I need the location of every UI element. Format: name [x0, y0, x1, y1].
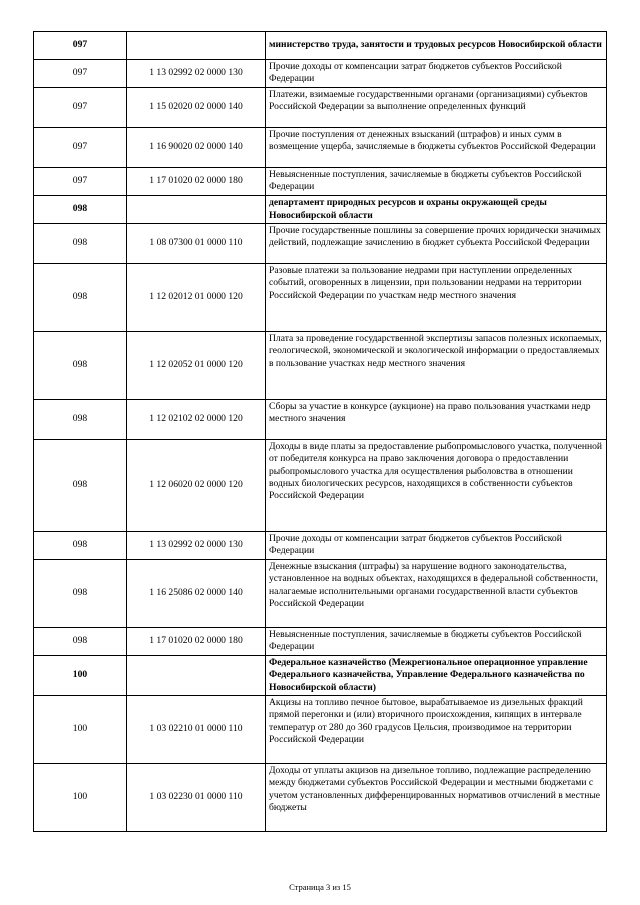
kbk-code-cell: 1 17 01020 02 0000 180 — [127, 628, 266, 656]
description-cell: департамент природных ресурсов и охраны окружающей среды Новосибирской области — [266, 196, 607, 224]
revenue-codes-table — [33, 31, 607, 832]
description-cell: Разовые платежи за пользование недрами при наступлении определенных событий, оговоренных в лицензии, при пользовании недрами на территории Российской Федерации по участкам недр местного значения — [266, 264, 607, 332]
table-row — [34, 532, 607, 560]
kbk-code-cell: 1 12 02102 02 0000 120 — [127, 400, 266, 440]
description-cell: Прочие поступления от денежных взысканий (штрафов) и иных сумм в возмещение ущерба, зачисляемые в бюджеты субъектов Российской Федерации — [266, 128, 607, 168]
admin-code-cell: 100 — [34, 764, 127, 832]
kbk-code-cell: 1 08 07300 01 0000 110 — [127, 224, 266, 264]
description-cell: Прочие доходы от компенсации затрат бюджетов субъектов Российской Федерации — [266, 60, 607, 88]
table-body — [34, 32, 607, 832]
admin-code-cell: 098 — [34, 224, 127, 264]
kbk-code-cell: 1 13 02992 02 0000 130 — [127, 60, 266, 88]
kbk-code-cell: 1 15 02020 02 0000 140 — [127, 88, 266, 128]
description-cell: Невыясненные поступления, зачисляемые в бюджеты субъектов Российской Федерации — [266, 168, 607, 196]
kbk-code-cell: 1 12 02012 01 0000 120 — [127, 264, 266, 332]
section-header-row — [34, 32, 607, 60]
kbk-code-cell: 1 16 90020 02 0000 140 — [127, 128, 266, 168]
description-cell: Акцизы на топливо печное бытовое, вырабатываемое из дизельных фракций прямой перегонки и (или) вторичного происхождения, кипящих в интервале температур от 280 до 360 градусов Цельсия, производимое на территории Российской Федерации — [266, 696, 607, 764]
description-cell: Доходы в виде платы за предоставление рыбопромыслового участка, полученной от победителя конкурса на право заключения договора о предоставлении рыбопромыслового участка для осуществления рыболовства в отношении водных биологических ресурсов, находящихся в собственности субъектов Российской Федерации — [266, 440, 607, 532]
table-row — [34, 60, 607, 88]
table-row — [34, 400, 607, 440]
kbk-code-cell — [127, 656, 266, 696]
kbk-code-cell: 1 13 02992 02 0000 130 — [127, 532, 266, 560]
kbk-code-cell: 1 12 02052 01 0000 120 — [127, 332, 266, 400]
admin-code-cell: 098 — [34, 532, 127, 560]
description-cell: Невыясненные поступления, зачисляемые в бюджеты субъектов Российской Федерации — [266, 628, 607, 656]
admin-code-cell: 097 — [34, 128, 127, 168]
admin-code-cell: 097 — [34, 60, 127, 88]
description-cell: Платежи, взимаемые государственными органами (организациями) субъектов Российской Федерации за выполнение определенных функций — [266, 88, 607, 128]
kbk-code-cell: 1 03 02210 01 0000 110 — [127, 696, 266, 764]
kbk-code-cell: 1 03 02230 01 0000 110 — [127, 764, 266, 832]
table-row — [34, 88, 607, 128]
admin-code-cell: 098 — [34, 400, 127, 440]
description-cell: Федеральное казначейство (Межрегиональное операционное управление Федерального казначейства, Управление Федерального казначейства по Новосибирской области) — [266, 656, 607, 696]
description-cell: Денежные взыскания (штрафы) за нарушение водного законодательства, установленное на водных объектах, находящихся в федеральной собственности, налагаемые исполнительными органами государственной власти субъектов Российской Федерации — [266, 560, 607, 628]
kbk-code-cell — [127, 196, 266, 224]
admin-code-cell: 100 — [34, 656, 127, 696]
table-row — [34, 224, 607, 264]
admin-code-cell: 098 — [34, 440, 127, 532]
description-cell: Прочие доходы от компенсации затрат бюджетов субъектов Российской Федерации — [266, 532, 607, 560]
table-row — [34, 168, 607, 196]
description-cell: министерство труда, занятости и трудовых ресурсов Новосибирской области — [266, 32, 607, 60]
description-cell: Сборы за участие в конкурсе (аукционе) на право пользования участками недр местного значения — [266, 400, 607, 440]
table-row — [34, 696, 607, 764]
table-row — [34, 128, 607, 168]
kbk-code-cell: 1 16 25086 02 0000 140 — [127, 560, 266, 628]
admin-code-cell: 098 — [34, 264, 127, 332]
admin-code-cell: 097 — [34, 88, 127, 128]
admin-code-cell: 098 — [34, 628, 127, 656]
admin-code-cell: 098 — [34, 196, 127, 224]
table-row — [34, 332, 607, 400]
kbk-code-cell — [127, 32, 266, 60]
admin-code-cell: 100 — [34, 696, 127, 764]
table-row — [34, 764, 607, 832]
description-cell: Доходы от уплаты акцизов на дизельное топливо, подлежащие распределению между бюджетами субъектов Российской Федерации и местными бюджетами с учетом установленных дифференцированных нормативов отчислений в местные бюджеты — [266, 764, 607, 832]
admin-code-cell: 098 — [34, 560, 127, 628]
admin-code-cell: 097 — [34, 168, 127, 196]
page-footer: Страница 3 из 15 — [289, 882, 351, 892]
table-row — [34, 264, 607, 332]
section-header-row — [34, 656, 607, 696]
description-cell: Плата за проведение государственной экспертизы запасов полезных ископаемых, геологической, экономической и экологической информации о предоставляемых в пользование участках недр местного значения — [266, 332, 607, 400]
admin-code-cell: 097 — [34, 32, 127, 60]
admin-code-cell: 098 — [34, 332, 127, 400]
kbk-code-cell: 1 12 06020 02 0000 120 — [127, 440, 266, 532]
table-row — [34, 560, 607, 628]
table-row — [34, 440, 607, 532]
kbk-code-cell: 1 17 01020 02 0000 180 — [127, 168, 266, 196]
description-cell: Прочие государственные пошлины за совершение прочих юридически значимых действий, подлежащие зачислению в бюджет субъекта Российской Федерации — [266, 224, 607, 264]
table-row — [34, 628, 607, 656]
section-header-row — [34, 196, 607, 224]
